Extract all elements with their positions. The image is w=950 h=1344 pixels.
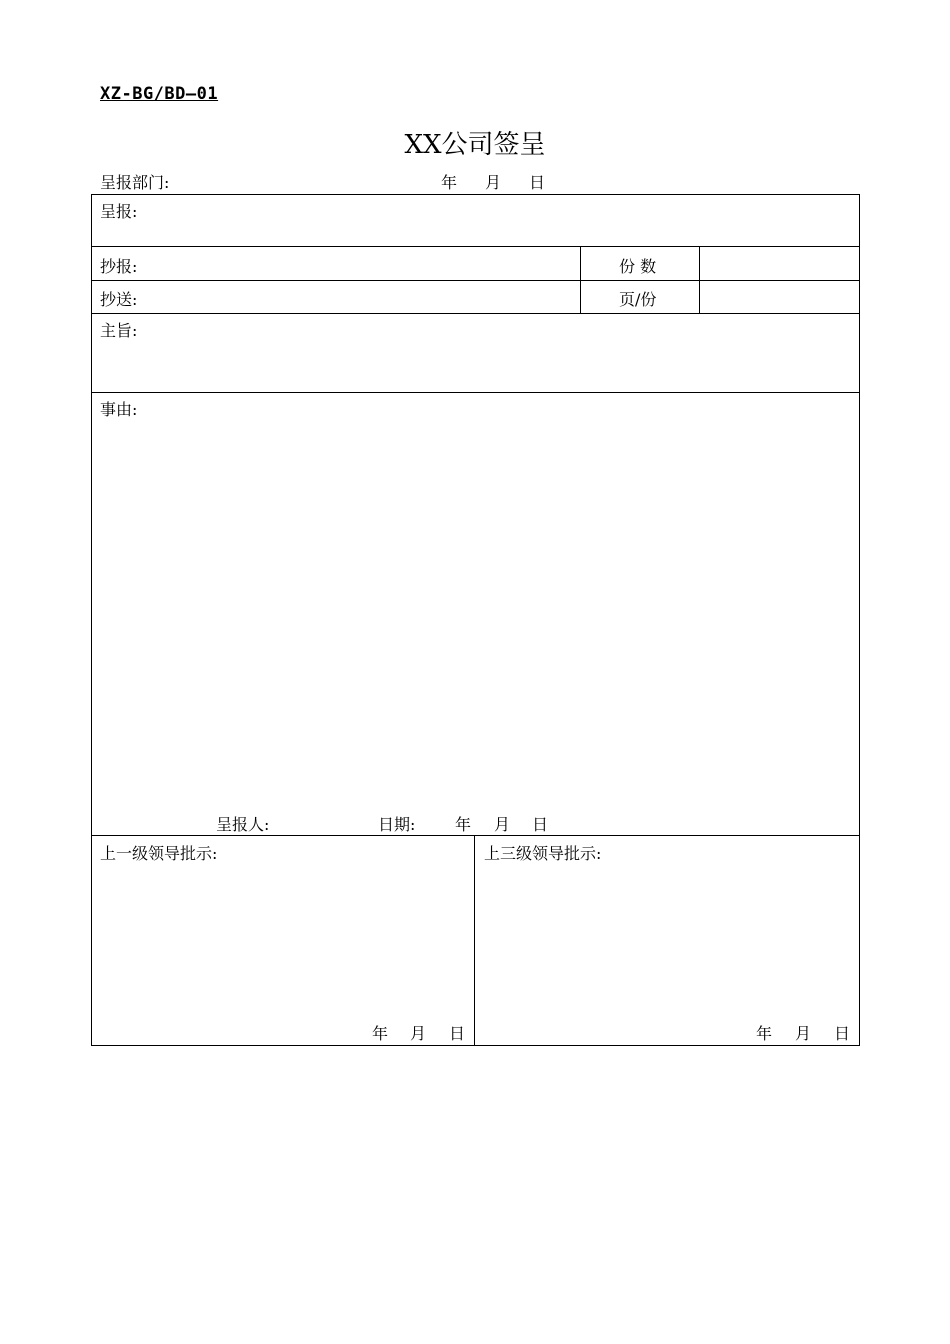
row-divider (91, 313, 860, 314)
header-year: 年 (441, 173, 458, 192)
send-to-label: 抄送: (100, 290, 138, 309)
row-divider (91, 246, 860, 247)
reason-day: 日 (532, 815, 549, 834)
level3-day: 日 (834, 1024, 851, 1043)
header-month: 月 (485, 173, 502, 192)
dept-label: 呈报部门: (100, 173, 170, 192)
column-divider (699, 246, 700, 313)
level1-month: 月 (410, 1024, 427, 1043)
row-divider (91, 835, 860, 836)
cc-label: 抄报: (100, 257, 138, 276)
row-divider (91, 280, 860, 281)
reason-year: 年 (455, 815, 472, 834)
level3-month: 月 (795, 1024, 812, 1043)
column-divider (474, 835, 475, 1046)
level1-year: 年 (372, 1024, 389, 1043)
reason-label: 事由: (100, 400, 138, 419)
document-code: XZ-BG/BD—01 (100, 84, 219, 104)
reason-month: 月 (494, 815, 511, 834)
level3-year: 年 (756, 1024, 773, 1043)
subject-label: 主旨: (100, 321, 138, 340)
copies-label: 份 数 (619, 257, 657, 276)
page-title: XX公司签呈 (404, 130, 546, 160)
date-label: 日期: (378, 815, 416, 834)
pages-label: 页/份 (619, 290, 657, 309)
form-table (91, 194, 860, 1046)
level1-approval-label: 上一级领导批示: (100, 844, 218, 863)
column-divider (580, 246, 581, 313)
level3-approval-label: 上三级领导批示: (484, 844, 602, 863)
reporter-label: 呈报人: (216, 815, 270, 834)
row-divider (91, 392, 860, 393)
header-day: 日 (529, 173, 546, 192)
report-to-label: 呈报: (100, 202, 138, 221)
level1-day: 日 (449, 1024, 466, 1043)
